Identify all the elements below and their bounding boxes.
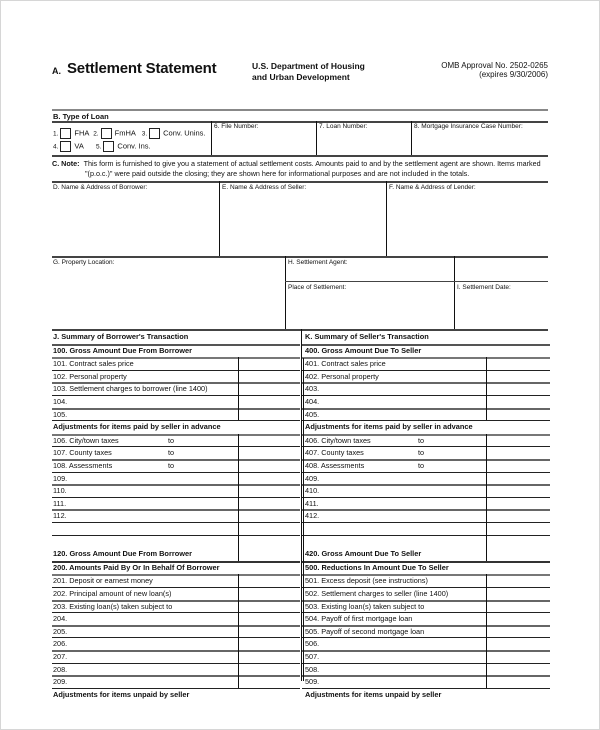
seller-unpaid-header: Adjustments for items unpaid by seller: [305, 689, 442, 699]
seller-line-item: 409.: [305, 473, 320, 483]
divider: [285, 256, 286, 329]
borrower-amount-field[interactable]: [238, 484, 300, 497]
divider: [411, 121, 412, 155]
seller-line-item: 507.: [305, 652, 320, 661]
seller-amount-field[interactable]: [486, 370, 548, 383]
borrower-line-item: 204.: [53, 614, 68, 624]
divider: [486, 357, 487, 420]
omb-line-1: OMB Approval No. 2502-0265: [441, 61, 548, 70]
borrower-amount-field[interactable]: [238, 408, 300, 421]
divider: [386, 181, 387, 256]
settlement-agent-field[interactable]: H. Settlement Agent:: [288, 259, 348, 266]
borrower-line-item: 112.: [53, 511, 67, 521]
seller-amount-field[interactable]: [486, 395, 548, 408]
borrower-amount-field[interactable]: [238, 612, 300, 625]
seller-line-item: 406. City/town taxes: [305, 435, 371, 445]
borrower-gross-total: 120. Gross Amount Due From Borrower: [53, 549, 192, 559]
agency-line-2: and Urban Development: [252, 72, 350, 82]
loan-number-field[interactable]: 7. Loan Number:: [319, 123, 368, 130]
loan-options-row-1: 1. FHA 2. FmHA 3. Conv. Unins.: [53, 128, 206, 138]
borrower-name-address-field[interactable]: D. Name & Address of Borrower:: [53, 184, 148, 191]
seller-amount-field[interactable]: [486, 497, 548, 510]
seller-line-item: 506.: [305, 639, 320, 649]
borrower-gross-total-amount[interactable]: [238, 547, 300, 560]
borrower-line-item: 108. Assessments: [53, 461, 113, 470]
borrower-amount-field[interactable]: [238, 370, 300, 383]
seller-line-item: 502. Settlement charges to seller (line 1400): [305, 589, 449, 598]
borrower-adjustments-header: Adjustments for items paid by seller in advance: [53, 422, 221, 432]
borrower-summary-title: J. Summary of Borrower's Transaction: [53, 332, 189, 341]
seller-line-item: 509.: [305, 677, 320, 687]
seller-amount-field[interactable]: [486, 434, 548, 447]
divider: [302, 535, 550, 536]
borrower-line-item: 109.: [53, 473, 68, 483]
seller-amount-field[interactable]: [486, 637, 548, 650]
borrower-amount-field[interactable]: [238, 625, 300, 638]
lender-name-address-field[interactable]: F. Name & Address of Lender:: [389, 184, 476, 191]
checkbox-conv-unins[interactable]: [149, 128, 160, 139]
borrower-amount-field[interactable]: [238, 587, 300, 600]
seller-amount-field[interactable]: [486, 675, 548, 688]
divider: [301, 329, 302, 681]
borrower-line-item: 201. Deposit or earnest money: [53, 576, 153, 586]
borrower-gross-header: 100. Gross Amount Due From Borrower: [53, 345, 192, 355]
borrower-amount-field[interactable]: [238, 663, 300, 676]
seller-line-item: 501. Excess deposit (see instructions): [305, 576, 428, 586]
divider: [52, 522, 300, 523]
seller-line-item: 411.: [305, 498, 319, 508]
borrower-amount-field[interactable]: [238, 675, 300, 688]
seller-line-item: 504. Payoff of first mortgage loan: [305, 614, 413, 624]
divider: [52, 535, 300, 536]
borrower-line-item: 208.: [53, 664, 68, 674]
borrower-line-item: 206.: [53, 639, 68, 649]
seller-amount-field[interactable]: [486, 382, 548, 395]
divider: [285, 281, 548, 282]
seller-amount-field[interactable]: [486, 408, 548, 421]
header-divider: [52, 109, 548, 111]
date-range-to: to: [168, 461, 175, 470]
seller-line-item: 402. Personal property: [305, 371, 379, 381]
divider: [52, 155, 548, 157]
borrower-amount-field[interactable]: [238, 357, 300, 370]
section-a-letter: A.: [52, 66, 61, 76]
borrower-amount-field[interactable]: [238, 600, 300, 613]
loan-options-row-2: 4. VA 5. Conv. Ins.: [53, 141, 151, 151]
borrower-line-item: 102. Personal property: [53, 371, 127, 381]
date-range-to: to: [168, 435, 175, 445]
agency-line-1: U.S. Department of Housing: [252, 61, 365, 71]
seller-amount-field[interactable]: [486, 650, 548, 663]
seller-line-item: 408. Assessments: [305, 461, 365, 470]
seller-name-address-field[interactable]: E. Name & Address of Seller:: [222, 184, 307, 191]
borrower-line-item: 104.: [53, 397, 68, 406]
property-location-field[interactable]: G. Property Location:: [53, 259, 115, 266]
borrower-line-item: 106. City/town taxes: [53, 435, 119, 445]
seller-amount-field[interactable]: [486, 472, 548, 485]
seller-amount-field[interactable]: [486, 663, 548, 676]
borrower-line-item: 207.: [53, 652, 68, 661]
seller-amount-field[interactable]: [486, 357, 548, 370]
seller-gross-total-amount[interactable]: [486, 547, 548, 560]
divider: [211, 121, 212, 155]
checkbox-fmha[interactable]: [101, 128, 112, 139]
seller-line-item: 503. Existing loan(s) taken subject to: [305, 601, 425, 611]
seller-line-item: 410.: [305, 486, 320, 496]
borrower-amount-field[interactable]: [238, 459, 300, 472]
borrower-amount-field[interactable]: [238, 446, 300, 459]
checkbox-conv-ins[interactable]: [103, 141, 114, 152]
seller-amount-field[interactable]: [486, 459, 548, 472]
seller-line-item: 505. Payoff of second mortgage loan: [305, 626, 425, 636]
borrower-amount-field[interactable]: [238, 472, 300, 485]
agency-name: [252, 61, 365, 83]
settlement-date-field[interactable]: I. Settlement Date:: [457, 284, 511, 291]
seller-amount-field[interactable]: [486, 574, 548, 587]
borrower-amount-field[interactable]: [238, 434, 300, 447]
seller-amount-field[interactable]: [486, 612, 548, 625]
borrower-amount-field[interactable]: [238, 395, 300, 408]
seller-line-item: 404.: [305, 397, 320, 406]
divider: [486, 434, 487, 561]
seller-paid-header: 500. Reductions In Amount Due To Seller: [305, 562, 449, 572]
divider: [303, 358, 304, 681]
page-title: Settlement Statement: [67, 60, 217, 77]
date-range-to: to: [418, 448, 425, 458]
seller-gross-header: 400. Gross Amount Due To Seller: [305, 345, 422, 355]
omb-approval: [441, 61, 548, 79]
omb-line-2: (expires 9/30/2006): [479, 70, 548, 79]
seller-amount-field[interactable]: [486, 509, 548, 522]
seller-line-item: 401. Contract sales price: [305, 359, 386, 369]
seller-amount-field[interactable]: [486, 600, 548, 613]
borrower-amount-field[interactable]: [238, 637, 300, 650]
borrower-amount-field[interactable]: [238, 650, 300, 663]
divider: [486, 574, 487, 687]
borrower-line-item: 205.: [53, 626, 68, 636]
divider: [52, 256, 548, 258]
borrower-paid-header: 200. Amounts Paid By Or In Behalf Of Borrower: [53, 562, 220, 572]
divider: [302, 522, 550, 523]
checkbox-fha[interactable]: [60, 128, 71, 139]
seller-amount-field[interactable]: [486, 484, 548, 497]
note-text: C. Note: This form is furnished to give you a statement of actual settlement costs. Amounts paid to and by the settlement agent are shown. Items marked "(p.o.c.)" were paid outside the closing; they are shown here for informational purposes and are not included in the totals.: [52, 159, 541, 178]
date-range-to: to: [418, 435, 425, 445]
seller-line-item: 508.: [305, 664, 320, 674]
type-of-loan-title: B. Type of Loan: [53, 112, 109, 121]
borrower-line-item: 111.: [53, 498, 67, 508]
seller-amount-field[interactable]: [486, 587, 548, 600]
divider: [219, 181, 220, 256]
place-of-settlement-field[interactable]: Place of Settlement:: [288, 284, 347, 291]
seller-line-item: 405.: [305, 409, 320, 419]
divider: [316, 121, 317, 155]
borrower-unpaid-header: Adjustments for items unpaid by seller: [53, 689, 190, 699]
borrower-amount-field[interactable]: [238, 382, 300, 395]
seller-line-item: 412.: [305, 511, 320, 521]
checkbox-va[interactable]: [60, 141, 71, 152]
borrower-line-item: 103. Settlement charges to borrower (line 1400): [53, 384, 208, 394]
borrower-line-item: 203. Existing loan(s) taken subject to: [53, 601, 173, 611]
borrower-line-item: 105.: [53, 409, 68, 419]
borrower-line-item: 110.: [53, 486, 67, 496]
mortgage-case-number-field[interactable]: 8. Mortgage Insurance Case Number:: [414, 123, 523, 130]
divider: [238, 357, 239, 420]
borrower-amount-field[interactable]: [238, 497, 300, 510]
divider: [238, 574, 239, 687]
date-range-to: to: [418, 461, 425, 470]
divider: [238, 434, 239, 561]
borrower-amount-field[interactable]: [238, 574, 300, 587]
borrower-line-item: 107. County taxes: [53, 448, 112, 458]
seller-gross-total: 420. Gross Amount Due To Seller: [305, 549, 422, 559]
divider: [52, 181, 548, 183]
file-number-field[interactable]: 6. File Number:: [214, 123, 259, 130]
borrower-line-item: 209.: [53, 677, 68, 687]
seller-summary-title: K. Summary of Seller's Transaction: [305, 332, 429, 341]
borrower-line-item: 202. Principal amount of new loan(s): [53, 589, 172, 598]
borrower-amount-field[interactable]: [238, 509, 300, 522]
borrower-line-item: 101. Contract sales price: [53, 359, 134, 369]
seller-adjustments-header: Adjustments for items paid by seller in advance: [305, 422, 473, 432]
seller-line-item: 403.: [305, 384, 320, 394]
date-range-to: to: [168, 448, 175, 458]
seller-amount-field[interactable]: [486, 446, 548, 459]
seller-line-item: 407. County taxes: [305, 448, 364, 458]
divider: [454, 256, 455, 329]
seller-amount-field[interactable]: [486, 625, 548, 638]
